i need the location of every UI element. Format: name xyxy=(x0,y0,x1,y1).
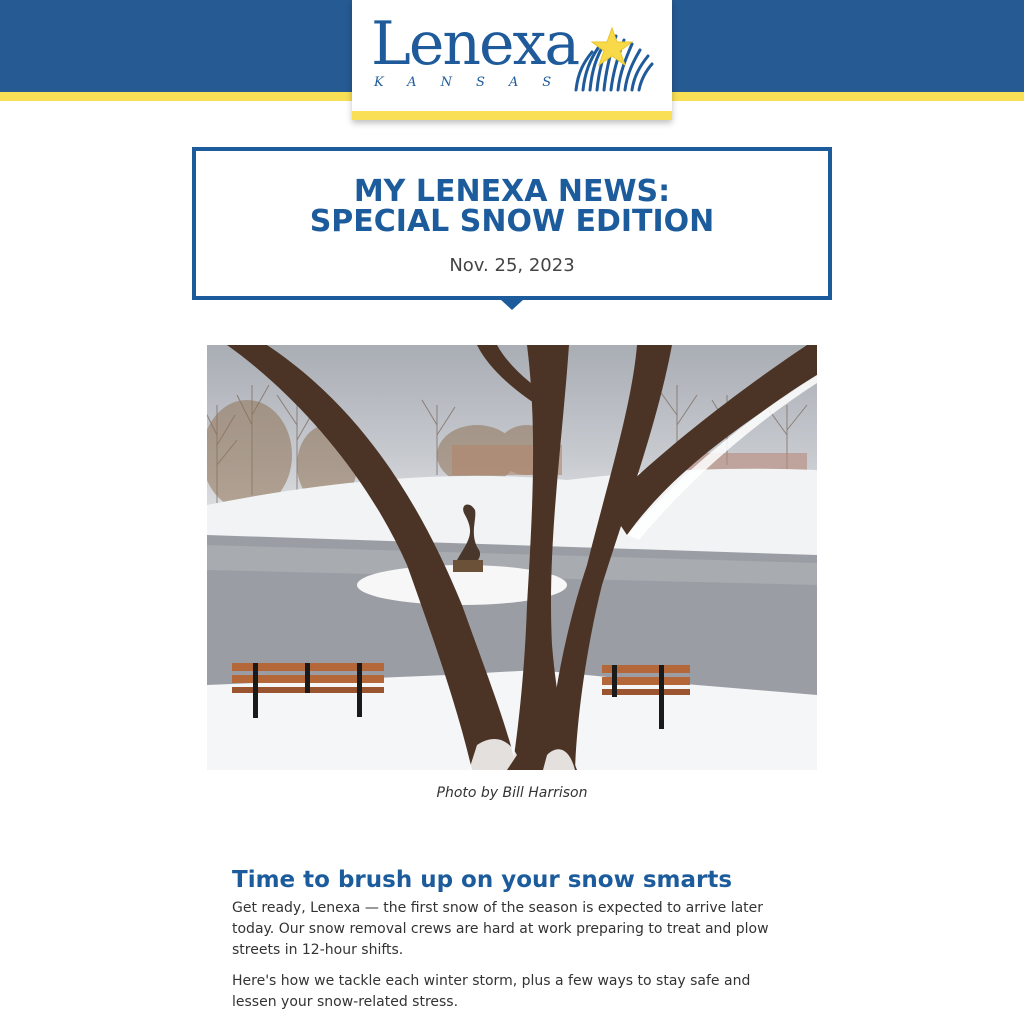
article-paragraph: Get ready, Lenexa — the first snow of the season is expected to arrive later today. Our snow removal crews are hard at work preparing to treat and plow streets in 12-hour shifts. xyxy=(232,900,769,958)
article-paragraph: Here's how we tackle each winter storm, plus a few ways to stay safe and lessen your snow-related stress. xyxy=(232,973,751,1010)
newsletter-title-box xyxy=(192,147,832,300)
newsletter-title-line1: MY LENEXA NEWS: xyxy=(353,174,671,209)
snowy-park-photo[interactable] xyxy=(207,345,817,770)
newsletter-date: Nov. 25, 2023 xyxy=(449,255,575,276)
star-grass-icon xyxy=(570,22,654,92)
title-box-pointer xyxy=(500,299,524,310)
article xyxy=(232,864,792,1013)
photo-caption: Photo by Bill Harrison xyxy=(436,785,588,801)
newsletter-title-line2: SPECIAL SNOW EDITION xyxy=(309,204,715,239)
lenexa-logo[interactable] xyxy=(352,0,672,120)
logo-wordmark: Lenexa xyxy=(371,9,579,79)
article-title[interactable]: Time to brush up on your snow smarts xyxy=(232,867,733,893)
logo-subtitle: KANSAS xyxy=(374,75,576,90)
